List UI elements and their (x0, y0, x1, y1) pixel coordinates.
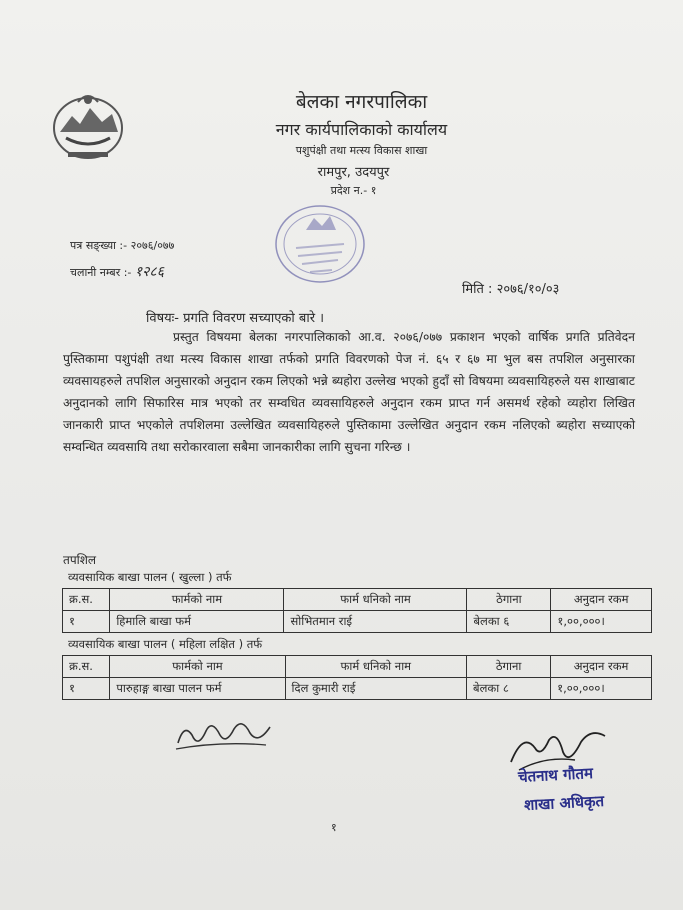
grant-table-open (62, 588, 652, 633)
table-cell: १ (63, 611, 110, 633)
table-cell: बेलका ६ (467, 611, 551, 633)
table-cell: बेलका ८ (467, 678, 551, 700)
table-cell: हिमालि बाखा फर्म (110, 611, 284, 633)
letter-body (63, 326, 635, 458)
municipality-name: बेलका नगरपालिका (295, 91, 428, 113)
signatory-name: चेतनाथ गौतम (517, 764, 594, 786)
table-header-cell: क्र.स. (63, 589, 110, 611)
table-cell: १,००,०००। (551, 678, 652, 700)
table-header-cell: क्र.स. (63, 656, 110, 678)
grant-table-women (62, 655, 652, 700)
details-heading: तपशिल (63, 553, 97, 567)
office-seal (270, 200, 370, 288)
signatory-title: शाखा अधिकृत (523, 791, 605, 815)
letter-number-label: पत्र सङ्ख्या :- (70, 239, 128, 252)
letter-number (70, 238, 174, 253)
table-cell: सोभितमान राई (284, 611, 467, 633)
table-header-cell: ठेगाना (467, 656, 551, 678)
table-header-cell: फार्मको नाम (110, 589, 284, 611)
table-header-row (63, 656, 652, 678)
branch-name: पशुपंक्षी तथा मत्स्य विकास शाखा (295, 144, 428, 157)
table-header-cell: फार्म धनिको नाम (284, 589, 467, 611)
table-row (63, 611, 652, 633)
table-header-cell: फार्मको नाम (110, 656, 285, 678)
section-title-open: व्यवसायिक बाखा पालन ( खुल्ला ) तर्फ (68, 570, 232, 584)
table-cell: पारुहाङ्ग बाखा पालन फर्म (110, 678, 285, 700)
page-number: १ (331, 821, 337, 834)
table-header-cell: अनुदान रकम (551, 656, 652, 678)
letter-date: मिति : २०७६/१०/०३ (462, 282, 560, 297)
table-row (63, 678, 652, 700)
dispatch-number (70, 262, 164, 281)
letter-body-text: प्रस्तुत विषयमा बेलका नगरपालिकाको आ.व. २०७६/०७७ प्रकाशन भएको वार्षिक प्रगति प्रतिवेदन पुस्तिकामा पशुपंक्षी तथा मत्स्य विकास शाखा तर्फको प्रगति विवरणको पेज नं. ६५ र ६७ मा भुल बस तपशिल अनुसारका व्यवसायहरुले तपशिल अनुसारको अनुदान रकम लिएको भन्ने ब्यहोरा उल्लेख भएको हुदाँ सो विषयमा व्यवसायिहरुले यस शाखाबाट अनुदानको लागि सिफारिस मात्र भएको तर सम्वधित व्यवसायिहरुले अनुदान रकम प्राप्त गर्न असमर्थ रहेको व्यहोरा लिखित जानकारी प्राप्त भएकोले तपशिलमा उल्लेखित व्यवसायिहरुले पुस्तिकामा उल्लेखित अनुदान रकम नलिएको ब्यहोरा सच्याएको सम्वन्धित व्यवसायि तथा सरोकारवाला सबैमा जानकारीका लागि सुचना गरिन्छ । (63, 330, 635, 454)
table-header-row (63, 589, 652, 611)
dispatch-number-label: चलानी नम्बर :- (70, 266, 132, 279)
province: प्रदेश न.- १ (330, 184, 377, 197)
table-header-cell: ठेगाना (467, 589, 551, 611)
letter-subject: विषयः- प्रगति विवरण सच्याएको बारे । (146, 311, 325, 326)
table-cell: १,००,०००। (551, 611, 652, 633)
table-cell: १ (63, 678, 110, 700)
signature-left (170, 705, 280, 760)
office-name: नगर कार्यपालिकाको कार्यालय (275, 120, 448, 139)
table-cell: दिल कुमारी राई (285, 678, 466, 700)
table-header-cell: फार्म धनिको नाम (285, 656, 466, 678)
dispatch-number-value: १२८६ (134, 264, 164, 280)
address: रामपुर, उदयपुर (317, 165, 390, 180)
letter-number-value: २०७६/०७७ (130, 239, 175, 252)
section-title-women: व्यवसायिक बाखा पालन ( महिला लक्षित ) तर्फ (68, 637, 263, 651)
table-header-cell: अनुदान रकम (551, 589, 652, 611)
